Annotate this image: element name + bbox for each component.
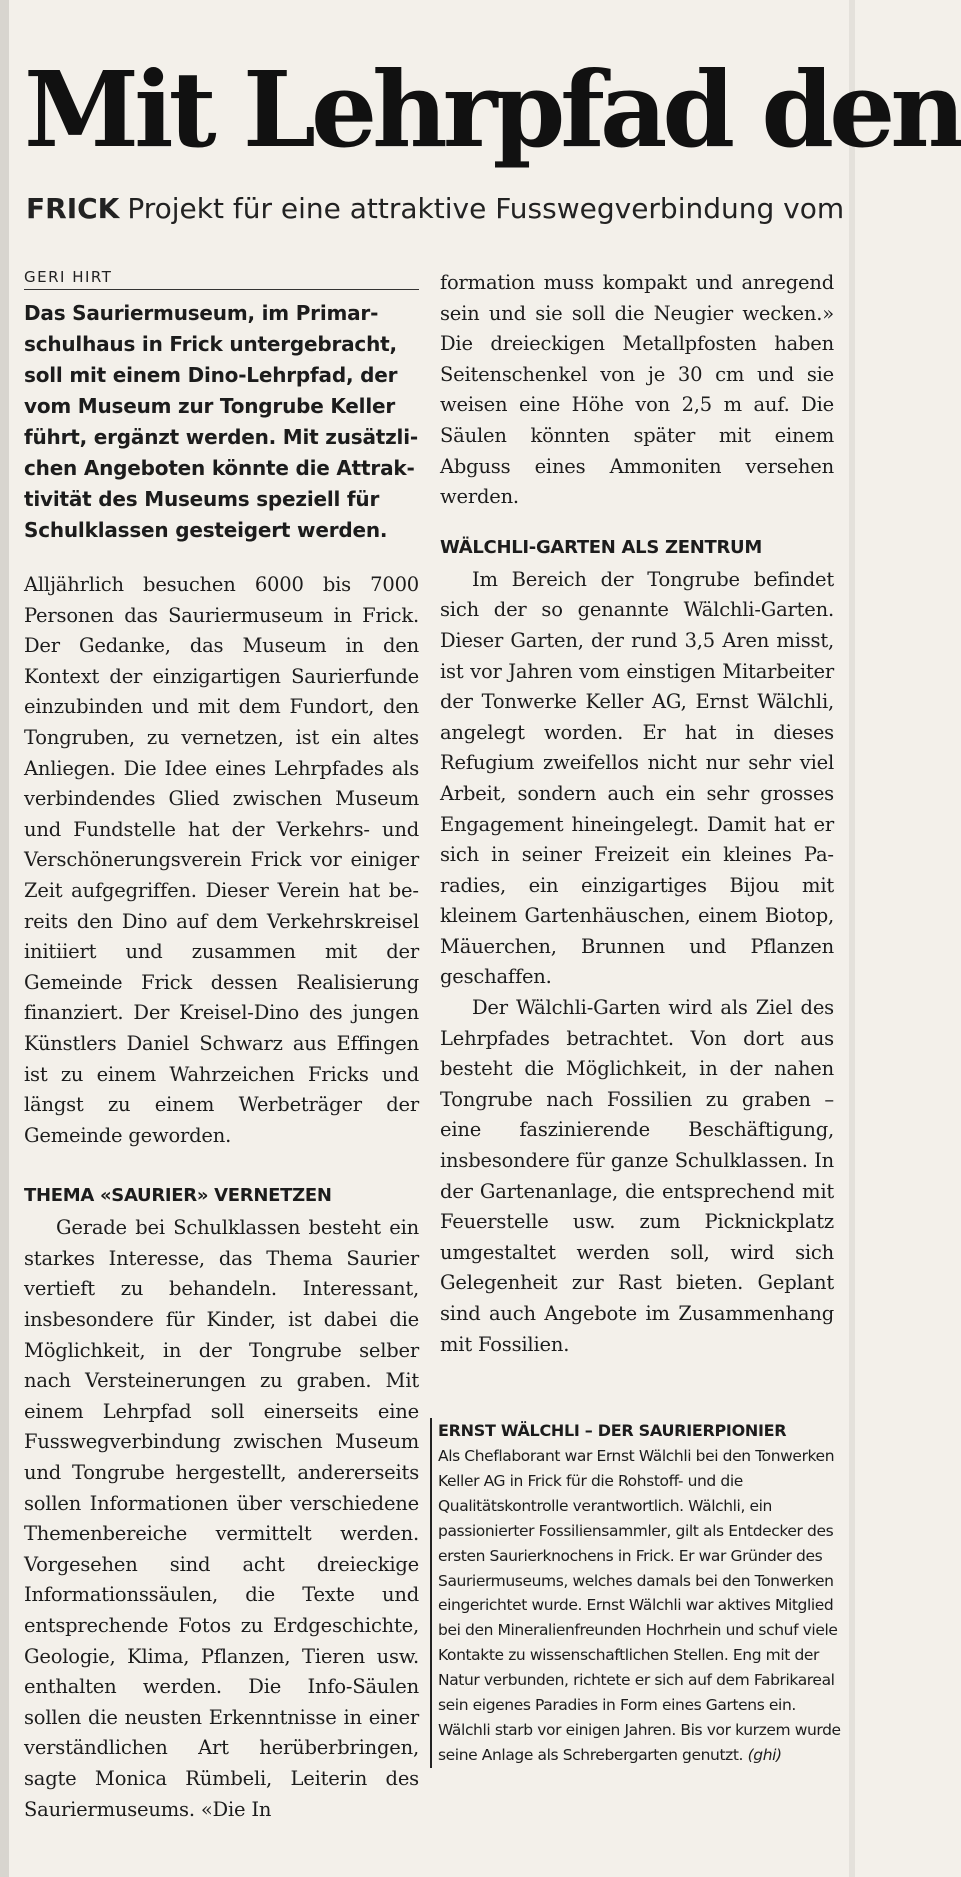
sidebar-title: ERNST WÄLCHLI – DER SAURIERPIONIER [438, 1421, 787, 1440]
page-edge-left [0, 0, 9, 1877]
body-paragraph-3: formation muss kompakt und anregend sein und sie soll die Neugier wecken.» Die dreieckigen Metallpfosten haben Seitenschenkel von je 30 cm und sie weisen eine Höhe von 2,5 m auf. Die Säulen könnten später mit einem Abguss eines Ammoniten versehen werden. [440, 271, 834, 509]
left-column [24, 268, 419, 1825]
sidebar-text [438, 1444, 848, 1768]
subtitle-waelchli-garten: WÄLCHLI-GARTEN ALS ZENTRUM [440, 536, 762, 558]
byline: GERI HIRT [24, 268, 419, 290]
headline: Mit Lehrpfad den [24, 48, 961, 171]
body-paragraph-1: Alljährlich besuchen 6000 bis 7000 Personen das Sauriermuseum in Frick. Der Gedanke, das Museum in den Kontext der einzigartigen Saurierfunde einzubinden und mit dem Fundort, den Tongruben, zu vernetzen, ist ein altes Anliegen. Die Idee eines Lehrpfades als verbindendes Glied zwischen Museum und Fundstelle hat der Verkehrs- und Verschönerungsverein Frick vor einiger Zeit aufgegriffen. Dieser Verein hat bereits den Dino auf dem Verkehrskreisel initiiert und zusammen mit der Gemeinde Frick dessen Realisierung finanziert. Der Kreisel-Dino des jungen Künstlers Daniel Schwarz aus Effingen ist zu einem Wahrzeichen Fricks und längst zu einem Werbeträger der Gemeinde geworden. [24, 573, 419, 1147]
sidebar-body: Als Cheflaborant war Ernst Wälchli bei den Tonwerken Keller AG in Frick für die Rohstoff- und die Qualitätskontrolle verantwortlich. Wälchli, ein passionierter Fossiliensammler, gilt als Entdecker des ersten Saurierknochens in Frick. Er war Gründer des Sauriermuseums, welches damals bei den Tonwerken eingerichtet wurde. Ernst Wälchli war aktives Mitglied bei den Mineralienfreunden Hochrhein und schuf viele Kontakte zu wissenschaftlichen Stellen. Eng mit der Natur verbunden, richtete er sich auf dem Fabrikareal sein eigenes Paradies in Form eines Gartens ein. Wälchli starb vor einigen Jahren. Bis vor kurzem wurde seine Anlage als Schrebergarten genutzt. [438, 1447, 841, 1764]
page-edge-right [849, 0, 855, 1877]
body-paragraph-4: Im Bereich der Tongrube befindet sich der so genannte Wälchli-Garten. Dieser Garten, der rund 3,5 Aren misst, ist vor Jahren vom einstigen Mitarbeiter der Tonwerke Keller AG, Ernst Wälchli, angelegt worden. Er hat in dieses Refugium zweifellos nicht nur sehr viel Arbeit, sondern auch ein sehr grosses Engagement hineingelegt. Damit hat er sich in seiner Freizeit ein kleines Paradies, ein einzigartiges Bijou mit kleinem Gartenhäuschen, einem Biotop, Mäuerchen, Brunnen und Pflanzen geschaffen. [440, 567, 834, 989]
body-paragraph-2: Gerade bei Schulklassen besteht ein starkes Interesse, das Thema Saurier vertieft zu behandeln. Interessant, insbesondere für Kinder, ist dabei die Möglichkeit, in der Tongrube selber nach Versteinerungen zu graben. Mit einem Lehrpfad soll einerseits eine Fusswegverbindung zwischen Museum und Tongrube hergestellt, andererseits sollen Informationen über verschiedene Themenbereiche vermittelt werden. Vorgesehen sind acht dreieckige Informationssäulen, die Texte und entsprechende Fotos zu Erdgeschichte, Geologie, Klima, Pflanzen, Tieren usw. enthalten werden. Die Info-Säulen sollen die neusten Erkenntnisse in einer verständlichen Art herüberbringen, sagte Monica Rümbeli, Leiterin des Sauriermuseums. «Die In [24, 1216, 419, 1821]
sidebar-signature: (ghi) [747, 1745, 782, 1764]
sidebar-box [430, 1418, 848, 1768]
subhead [26, 188, 855, 230]
subhead-kicker: FRICK [26, 192, 120, 225]
subhead-text: Projekt für eine attraktive Fusswegverbindung vom [127, 192, 845, 225]
right-column [440, 268, 834, 1360]
body-paragraph-5: Der Wälchli-Garten wird als Ziel des Lehrpfades betrachtet. Von dort aus besteht die Möglichkeit, in der nahen Tongrube nach Fossilien zu graben – eine faszinierende Beschäftigung, insbesondere für ganze Schulklassen. In der Gartenanlage, die entsprechend mit Feuerstelle usw. zum Picknickplatz umgestaltet werden soll, wird sich Gelegenheit zur Rast bieten. Geplant sind auch Angebote im Zusammenhang mit Fossilien. [440, 996, 834, 1356]
lead-paragraph: Das Sauriermuseum, im Primarschulhaus in Frick untergebracht, soll mit einem Dino-Lehrpfad, der vom Museum zur Tongrube Keller führt, ergänzt werden. Mit zusätzlichen Angeboten könnte die Attraktivität des Museums speziell für Schulklassen gesteigert werden. [24, 301, 419, 542]
subtitle-thema-saurier: THEMA «SAURIER» VERNETZEN [24, 1185, 332, 1207]
